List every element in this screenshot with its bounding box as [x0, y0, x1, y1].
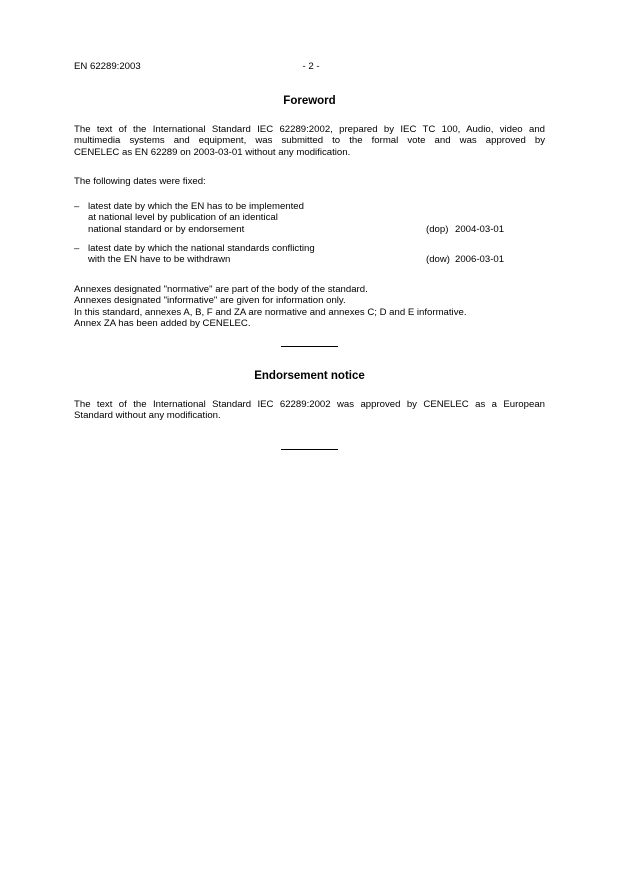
date-code: (dow)	[426, 254, 450, 266]
dates-intro: The following dates were fixed:	[74, 176, 206, 187]
date-item-text	[88, 243, 408, 266]
annex-note-line: Annex ZA has been added by CENELEC.	[74, 317, 251, 329]
foreword-intro-line: multimedia systems and equipment, was submitted to the formal vote and was approved by	[74, 135, 545, 147]
date-item-line: latest date by which the national standards conflicting	[88, 243, 315, 254]
foreword-intro-line: The text of the International Standard IEC 62289:2002, prepared by IEC TC 100, Audio, video and	[74, 124, 545, 135]
foreword-intro-line: CENELEC as EN 62289 on 2003-03-01 without any modification.	[74, 146, 351, 158]
annex-note-line: In this standard, annexes A, B, F and ZA are normative and annexes C; D and E informative.	[74, 306, 467, 318]
endorsement-paragraph	[74, 399, 545, 422]
date-item-dop	[74, 201, 545, 235]
annex-note-line: Annexes designated "normative" are part of the body of the standard.	[74, 284, 368, 295]
annex-note-line: Annexes designated "informative" are given for information only.	[74, 295, 346, 307]
endorsement-line: Standard without any modification.	[74, 410, 221, 422]
page-number: - 2 -	[302, 61, 320, 72]
date-item-line: national standard or by endorsement	[88, 223, 245, 235]
date-item-line: at national level by publication of an identical	[88, 212, 278, 224]
date-item-dow	[74, 243, 545, 266]
list-dash: –	[74, 201, 80, 212]
document-id: EN 62289:2003	[74, 61, 141, 72]
endorsement-line: The text of the International Standard IEC 62289:2002 was approved by CENELEC as a European	[74, 399, 545, 410]
date-item-line: with the EN have to be withdrawn	[88, 254, 231, 266]
foreword-title: Foreword	[283, 95, 336, 107]
date-code: (dop)	[426, 223, 449, 235]
endorsement-title: Endorsement notice	[254, 370, 365, 382]
section-divider	[281, 449, 338, 450]
date-value: 2004-03-01	[455, 223, 505, 235]
annex-notes	[74, 284, 545, 329]
section-divider	[281, 346, 338, 347]
date-item-text	[88, 201, 408, 235]
date-value: 2006-03-01	[455, 254, 505, 266]
list-dash: –	[74, 243, 80, 254]
foreword-intro-paragraph	[74, 124, 545, 158]
date-item-line: latest date by which the EN has to be implemented	[88, 201, 304, 212]
